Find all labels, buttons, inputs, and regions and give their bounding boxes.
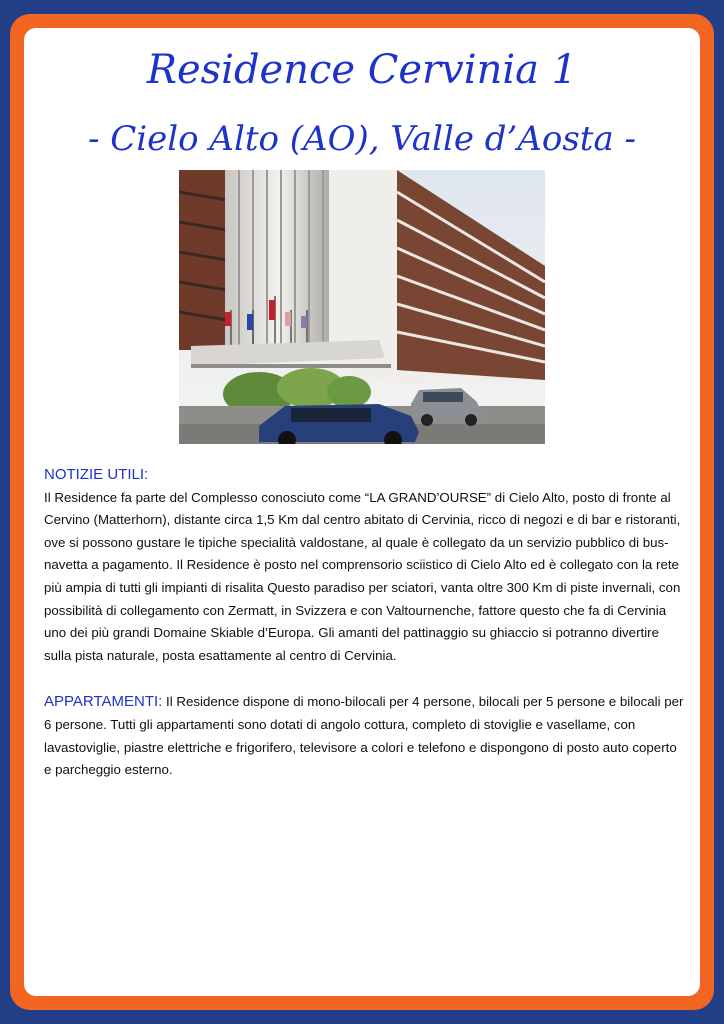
section-appartamenti: [44, 691, 684, 781]
building-photo: [179, 170, 545, 444]
page-title: Residence Cervinia 1: [146, 47, 578, 93]
section-notizie-utili: [44, 464, 684, 667]
section-paragraph: Il Residence fa parte del Complesso conosciuto come “LA GRAND’OURSE” di Cielo Alto, posto di fronte al Cervino (Matterhorn), distante circa 1,5 Km dal centro abitato di Cervinia, ricco di negozi e di bar e ristoranti, ove si possono gustare le tipiche specialità valdostane, al quale è collegato da un servizio pubblico di bus-navetta a pagamento. Il Residence è posto nel comprensorio sciistico di Cielo Alto ed è collegato con la rete più ampia di tutti gli impianti di risalita Questo paradiso per sciatori, vanta oltre 300 Km di piste invernali, con possibilità di collegamento con Zermatt, in Svizzera e con Valtournenche, fattore questo che fa di Cervinia uno dei più grandi Domaine Skiable d’Europa. Gli amanti del pattinaggio su ghiaccio si potranno divertire sulla pista naturale, posta esattamente al centro di Cervinia.: [44, 489, 681, 663]
section-heading: NOTIZIE UTILI:: [44, 466, 149, 483]
building-photo-icon: [179, 170, 545, 444]
section-paragraph: Il Residence dispone di mono-bilocali per 4 persone, bilocali per 5 persone e bilocali per 6 persone. Tutti gli appartamenti sono dotati di angolo cottura, completo di stoviglie e vasellame, con lavastoviglie, piastre elettriche e frigorifero, televisore a colori e telefono e dispongono di posto auto coperto e parcheggio esterno.: [44, 694, 684, 778]
body-text: [44, 464, 684, 806]
section-heading: APPARTAMENTI:: [44, 693, 163, 711]
page-subtitle: - Cielo Alto (AO), Valle d’Aosta -: [87, 119, 637, 159]
